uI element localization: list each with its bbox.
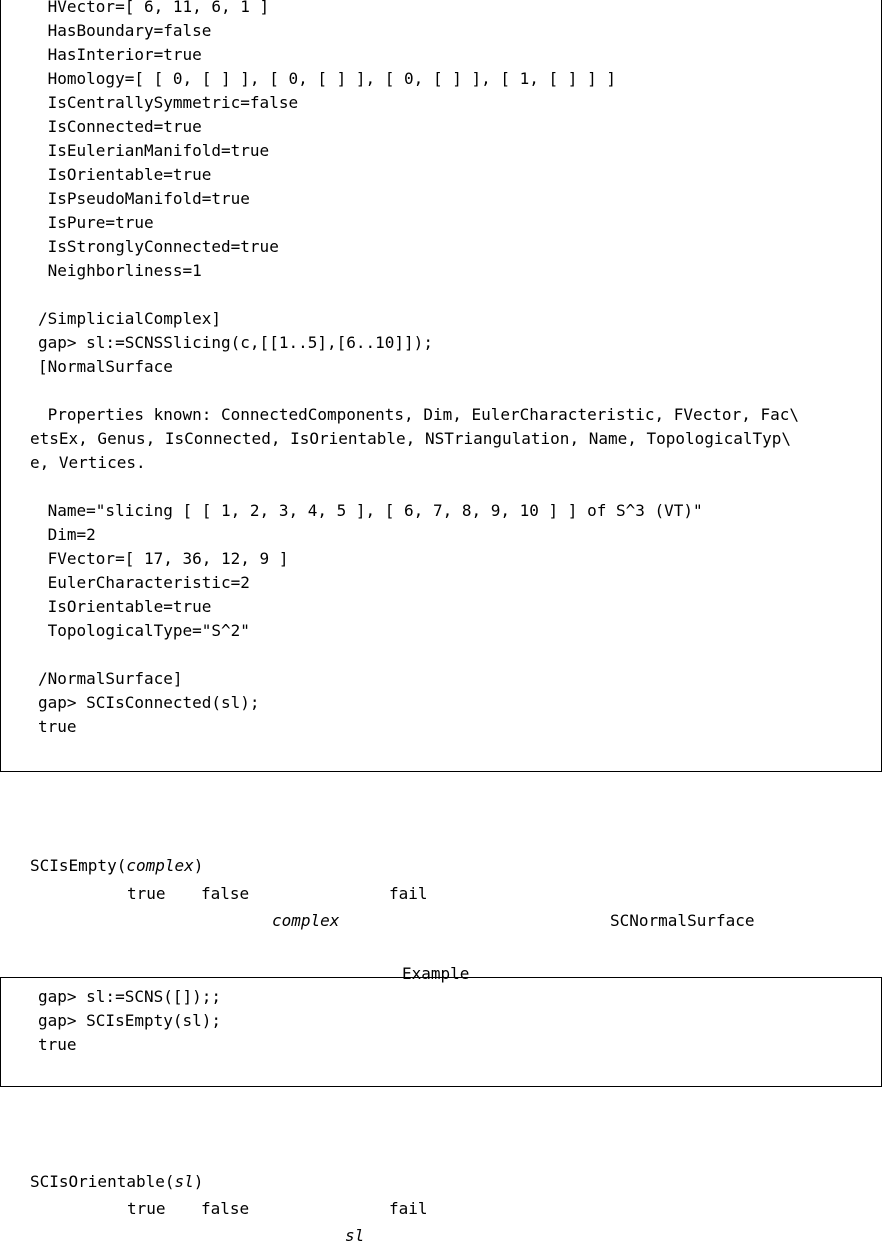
code-line: IsEulerianManifold=true [38,141,270,160]
type-reference: SCNormalSurface [610,911,755,930]
code-line [38,283,799,307]
return-false: false [201,884,250,903]
code-line: IsOrientable=true [38,165,212,184]
code-line: true [38,1035,77,1054]
code-lines [38,985,221,1057]
code-line: /SimplicialComplex] [38,309,222,328]
code-line [38,475,799,499]
code-line: gap> sl:=SCNS([]);; [38,987,222,1006]
example-code-box [0,977,882,1087]
code-line: IsPure=true [38,213,154,232]
code-line: etsEx, Genus, IsConnected, IsOrientable, NSTriangulation, Name, TopologicalTyp\ [30,429,791,448]
code-line: HasInterior=true [38,45,202,64]
return-false: false [201,1199,250,1218]
function-close-paren: ) [193,1172,204,1191]
code-line: true [38,717,77,736]
code-line: [NormalSurface [38,357,173,376]
return-true: true [127,884,166,903]
function-signature-scisorientable [30,1170,203,1194]
return-fail: fail [389,1199,428,1218]
code-line: Name="slicing [ [ 1, 2, 3, 4, 5 ], [ 6, 7, 8, 9, 10 ] ] of S^3 (VT)" [38,501,703,520]
function-signature-scisempty [30,854,203,878]
code-line: IsPseudoManifold=true [38,189,250,208]
argument-reference: complex [272,911,340,930]
code-line [38,643,799,667]
code-line: HasBoundary=false [38,21,212,40]
code-line: FVector=[ 17, 36, 12, 9 ] [38,549,289,568]
function-close-paren: ) [193,856,204,875]
return-fail: fail [389,884,428,903]
code-line: Properties known: ConnectedComponents, Dim, EulerCharacteristic, FVector, Fac\ [38,405,799,424]
function-name: SCIsEmpty( [30,856,127,875]
code-line: gap> sl:=SCNSSlicing(c,[[1..5],[6..10]]); [38,333,433,352]
example-label: Example [396,963,475,985]
code-line: Homology=[ [ 0, [ ] ], [ 0, [ ] ], [ 0, [ ] ], [ 1, [ ] ] ] [38,69,616,88]
code-lines [30,0,799,739]
code-line: Dim=2 [38,525,96,544]
code-line: TopologicalType="S^2" [38,621,250,640]
code-line: /NormalSurface] [38,669,183,688]
code-line: gap> SCIsConnected(sl); [38,693,260,712]
code-line: gap> SCIsEmpty(sl); [38,1011,222,1030]
return-true: true [127,1199,166,1218]
code-line: EulerCharacteristic=2 [38,573,250,592]
code-line: IsConnected=true [38,117,202,136]
code-line: IsCentrallySymmetric=false [38,93,299,112]
code-line: e, Vertices. [30,453,146,472]
function-argument: complex [126,856,194,875]
code-line: IsStronglyConnected=true [38,237,279,256]
code-line: IsOrientable=true [38,597,212,616]
code-line: Neighborliness=1 [38,261,202,280]
code-line [38,379,799,403]
function-name: SCIsOrientable( [30,1172,175,1191]
code-line: HVector=[ 6, 11, 6, 1 ] [38,0,270,16]
function-argument: sl [174,1172,194,1191]
argument-reference: sl [345,1226,365,1245]
